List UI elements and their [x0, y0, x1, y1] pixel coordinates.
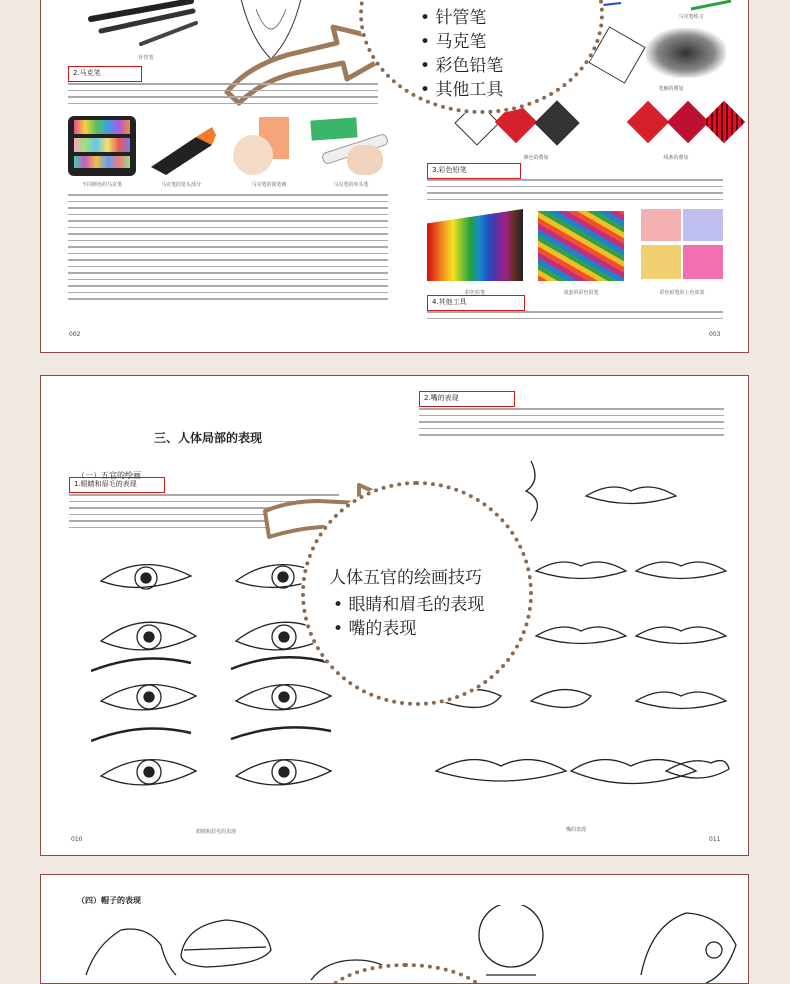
callout-list-2: [333, 593, 484, 641]
marker-caption-1: 不同颜色的马克笔: [81, 182, 122, 188]
mouth-caption: 嘴的表现: [565, 827, 586, 833]
section-title: 三、人体局部的表现: [154, 431, 263, 445]
callout-item-4: • 其他工具: [420, 80, 504, 100]
page-number-right-2: 011: [709, 836, 721, 843]
marker-caption-4: 马克笔的单头笔: [333, 182, 369, 188]
book-spread-tools: [40, 0, 749, 353]
mouth-heading: 2.嘴的表现: [419, 391, 515, 407]
marker-practice-caption: 马克笔练习: [678, 14, 704, 20]
marker-photo-2: [146, 117, 216, 177]
callout-item-2: • 马克笔: [420, 32, 487, 52]
pencil-photo-2: [538, 211, 624, 281]
mouth-text: [419, 408, 724, 448]
marker-text: [68, 194, 388, 324]
pen-caption: 针管笔: [138, 55, 154, 61]
marker-photo-1: [68, 116, 136, 176]
fur-sketch: [596, 24, 736, 84]
pen-illustration: [81, 0, 201, 49]
pencil-heading: 3.彩色铅笔: [427, 163, 521, 179]
row-caption-3: 线条的叠加: [663, 155, 689, 161]
tools-text: [427, 311, 723, 327]
eye-heading: 1.眼睛和眉毛的表现: [69, 477, 165, 493]
row-caption-1: 笔触的叠加: [658, 86, 684, 92]
pencil-photo-3: [641, 209, 723, 281]
pencil-caption-1: 彩色铅笔: [464, 290, 485, 296]
callout-item-3: • 彩色铅笔: [420, 56, 504, 76]
book-spread-face: [40, 375, 749, 856]
pencil-text: [427, 179, 723, 207]
callout-bubble-2: [301, 481, 533, 706]
eye-caption: 眼睛和眉毛的表现: [195, 829, 236, 835]
callout-item-1: • 针管笔: [420, 8, 487, 28]
page-number-right: 003: [709, 331, 721, 338]
marker-photo-3: [229, 117, 309, 177]
pencil-photo-1: [427, 209, 523, 281]
marker-caption-3: 马克笔的简笔画: [251, 182, 287, 188]
callout-item-eye: • 眼睛和眉毛的表现: [333, 595, 485, 615]
callout-item-mouth: • 嘴的表现: [333, 619, 417, 639]
marker-photo-4: [311, 117, 391, 177]
callout-title: 人体五官的绘画技巧: [329, 568, 482, 588]
marker-caption-2: 马克笔的宽头部分: [160, 182, 201, 188]
intro-text: [68, 83, 378, 113]
book-spread-hats: [40, 874, 749, 984]
callout-list: [420, 6, 503, 102]
page-number-left-2: 010: [71, 836, 83, 843]
row-caption-2: 颜色的叠加: [523, 155, 549, 161]
pencil-caption-3: 彩色铅笔的上色效果: [659, 290, 705, 296]
hats-subsection: （四）帽子的表现: [77, 895, 141, 905]
subsection-title: （一）五官的绘画: [77, 471, 141, 480]
page-number-left: 002: [69, 331, 81, 338]
pencil-caption-2: 成套的彩色铅笔: [563, 290, 599, 296]
marker-heading: 2.马克笔: [68, 66, 142, 82]
tools-heading: 4.其他工具: [427, 295, 525, 311]
